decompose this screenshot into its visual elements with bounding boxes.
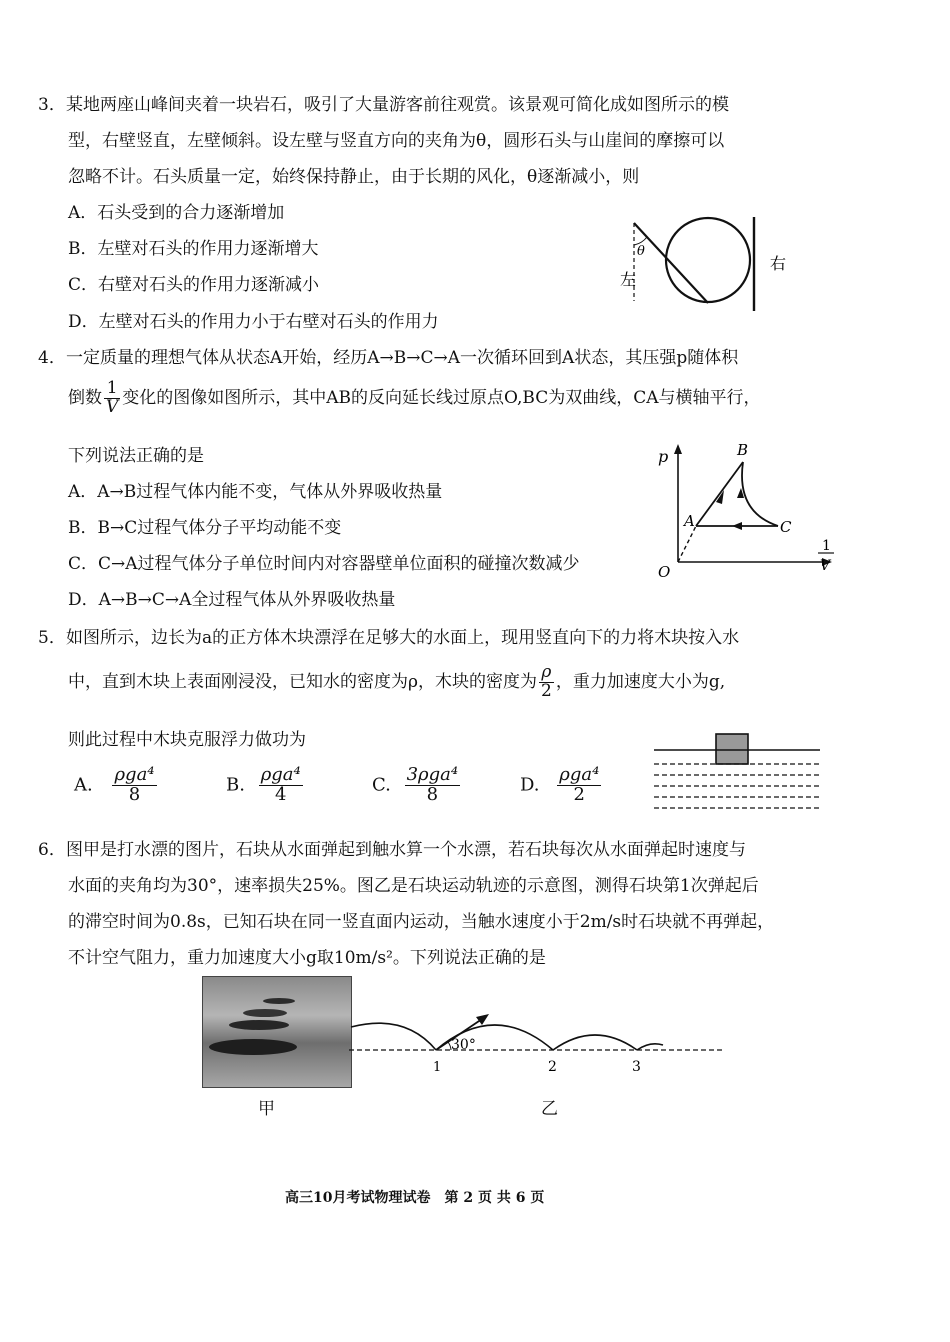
q6-fig-yi-label: 乙 <box>541 1099 558 1119</box>
q5-option-c-den: 8 <box>405 785 461 805</box>
q5-stem-line3: 则此过程中木块克服浮力做功为 <box>68 730 306 750</box>
q5-stem-line1: 如图所示，边长为a的正方体木块漂浮在足够大的水面上，现用竖直向下的力将木块按入水 <box>66 628 740 648</box>
q3-stem-line2: 型，右壁竖直，左壁倾斜。设左壁与竖直方向的夹角为θ，圆形石头与山崖间的摩擦可以 <box>68 131 725 151</box>
q4-x-label-den: V <box>820 558 831 574</box>
q6-photo-splash-3 <box>229 1020 289 1030</box>
q3-stem-line3: 忽略不计。石头质量一定，始终保持静止，由于长期的风化，θ逐渐减小，则 <box>68 167 640 187</box>
q3-left-wall <box>634 223 708 303</box>
q6-angle-label: 30° <box>451 1037 476 1053</box>
q5-option-c-num: 3ρga⁴ <box>406 764 459 785</box>
q4-number: 4． <box>38 348 66 368</box>
q4-curve-bc <box>742 462 778 526</box>
q4-point-c-label: C <box>780 518 792 536</box>
q3-option-a: A．石头受到的合力逐渐增加 <box>68 203 285 223</box>
q6-point-3-label: 3 <box>632 1059 641 1075</box>
q6-point-1-label: 1 <box>433 1060 442 1075</box>
q4-dashed-extension <box>678 526 696 562</box>
q3-stem-line1: 某地两座山峰间夹着一块岩石，吸引了大量游客前往观赏。该景观可简化成如图所示的模 <box>66 95 729 115</box>
q4-stem-line1: 一定质量的理想气体从状态A开始，经历A→B→C→A一次循环回到A状态，其压强p随体积 <box>66 348 739 368</box>
q4-point-b-label: B <box>737 441 749 459</box>
q4-p-label: p <box>658 447 669 466</box>
q4-y-arrow <box>674 444 682 454</box>
q5-block-water-figure <box>650 730 825 816</box>
q4-arrow-ca <box>732 522 742 530</box>
q6-stem-line1: 图甲是打水漂的图片，石块从水面弹起到触水算一个水漂，若石块每次从水面弹起时速度与 <box>66 840 746 860</box>
q4-option-c: C．C→A过程气体分子单位时间内对容器壁单位面积的碰撞次数减少 <box>68 554 580 574</box>
q3-theta-label: θ <box>637 244 645 259</box>
q6-second-bounce-arc <box>553 1035 637 1050</box>
q6-stem-line3: 的滞空时间为0.8s，已知石块在同一竖直面内运动，当触水速度小于2m/s时石块就不再弹起， <box>68 912 775 932</box>
q4-stem-line3: 下列说法正确的是 <box>68 446 204 466</box>
q6-photo-splash-2 <box>243 1009 287 1017</box>
q3-right-label: 右 <box>770 254 787 273</box>
q6-stem-line2: 水面的夹角均为30°，速率损失25%。图乙是石块运动轨迹的示意图，测得石块第1次弹起后 <box>68 876 759 896</box>
q4-frac-den: V <box>106 396 119 417</box>
q5-option-c-fraction <box>405 766 461 805</box>
page-footer: 高三10月考试物理试卷 第 2 页 共 6 页 <box>285 1190 545 1206</box>
q4-pv-graph <box>650 440 850 580</box>
q5-option-b-num: ρga⁴ <box>260 764 301 785</box>
q3-option-c: C．右壁对石头的作用力逐渐减小 <box>68 275 320 295</box>
q5-option-a <box>74 766 159 805</box>
q3-option-b: B．左壁对石头的作用力逐渐增大 <box>68 239 319 259</box>
q5-rho-num: ρ <box>541 662 552 682</box>
q6-third-bounce-arc <box>637 1044 663 1050</box>
q5-option-d-den: 2 <box>557 785 601 805</box>
q5-option-b <box>226 766 305 805</box>
q6-trajectory-figure <box>345 1005 735 1080</box>
q3-rock-circle <box>666 218 750 302</box>
q6-point-2-label: 2 <box>548 1059 557 1075</box>
q5-wood-block <box>716 734 748 764</box>
q5-option-d-fraction <box>557 766 601 805</box>
q4-option-d: D．A→B→C→A全过程气体从外界吸收热量 <box>68 590 396 610</box>
q4-inverse-volume-fraction <box>104 380 120 417</box>
q6-photo-splash-1 <box>263 998 295 1004</box>
q5-option-c-letter: C. <box>372 774 391 796</box>
q4-line-ab <box>696 462 743 526</box>
q4-line2-post: 变化的图像如图所示，其中AB的反向延长线过原点O,BC为双曲线，CA与横轴平行， <box>122 387 761 408</box>
q3-rock-figure <box>620 215 820 315</box>
q4-x-label-num: 1 <box>822 538 831 554</box>
q5-option-b-den: 4 <box>259 785 303 805</box>
q4-frac-num: 1 <box>106 378 118 398</box>
q5-stem-line2 <box>68 664 725 701</box>
q4-stem-line2 <box>68 380 761 417</box>
q5-rho-den: 2 <box>541 680 552 701</box>
q6-stem-line4: 不计空气阻力，重力加速度大小g取10m/s²。下列说法正确的是 <box>68 948 546 968</box>
q6-photo-ripple <box>209 1039 297 1055</box>
q4-point-a-label: A <box>684 512 695 530</box>
q5-option-b-letter: B. <box>226 774 245 796</box>
q4-origin-label: O <box>658 563 671 580</box>
q5-option-a-letter: A. <box>74 774 93 796</box>
q4-line2-pre: 倒数 <box>68 387 102 408</box>
q4-option-b: B．B→C过程气体分子平均动能不变 <box>68 518 342 538</box>
q5-option-a-num: ρga⁴ <box>114 764 155 785</box>
q5-number: 5． <box>38 628 66 648</box>
q5-option-d-num: ρga⁴ <box>559 764 600 785</box>
q5-line2-post: ，重力加速度大小为g, <box>555 671 726 692</box>
q6-incoming-arc <box>351 1023 436 1050</box>
q3-left-label: 左 <box>620 270 637 289</box>
q3-option-d: D．左壁对石头的作用力小于右壁对石头的作用力 <box>68 312 439 332</box>
q6-photo-drawing <box>203 977 351 1087</box>
q4-option-a: A．A→B过程气体内能不变，气体从外界吸收热量 <box>68 482 443 502</box>
q5-option-d-letter: D. <box>520 774 540 796</box>
q5-line2-pre: 中，直到木块上表面刚浸没，已知水的密度为ρ，木块的密度为 <box>68 671 537 692</box>
q5-option-c <box>372 766 462 805</box>
q3-number: 3． <box>38 95 66 115</box>
q6-skipping-stone-photo <box>202 976 352 1088</box>
q5-option-a-fraction <box>112 766 156 805</box>
q6-fig-jia-label: 甲 <box>258 1099 275 1119</box>
q5-density-fraction <box>539 664 554 701</box>
q6-arrowhead <box>476 1014 489 1025</box>
q5-option-b-fraction <box>259 766 303 805</box>
q6-number: 6． <box>38 840 66 860</box>
q5-option-a-den: 8 <box>112 785 156 805</box>
q5-option-d <box>520 766 603 805</box>
